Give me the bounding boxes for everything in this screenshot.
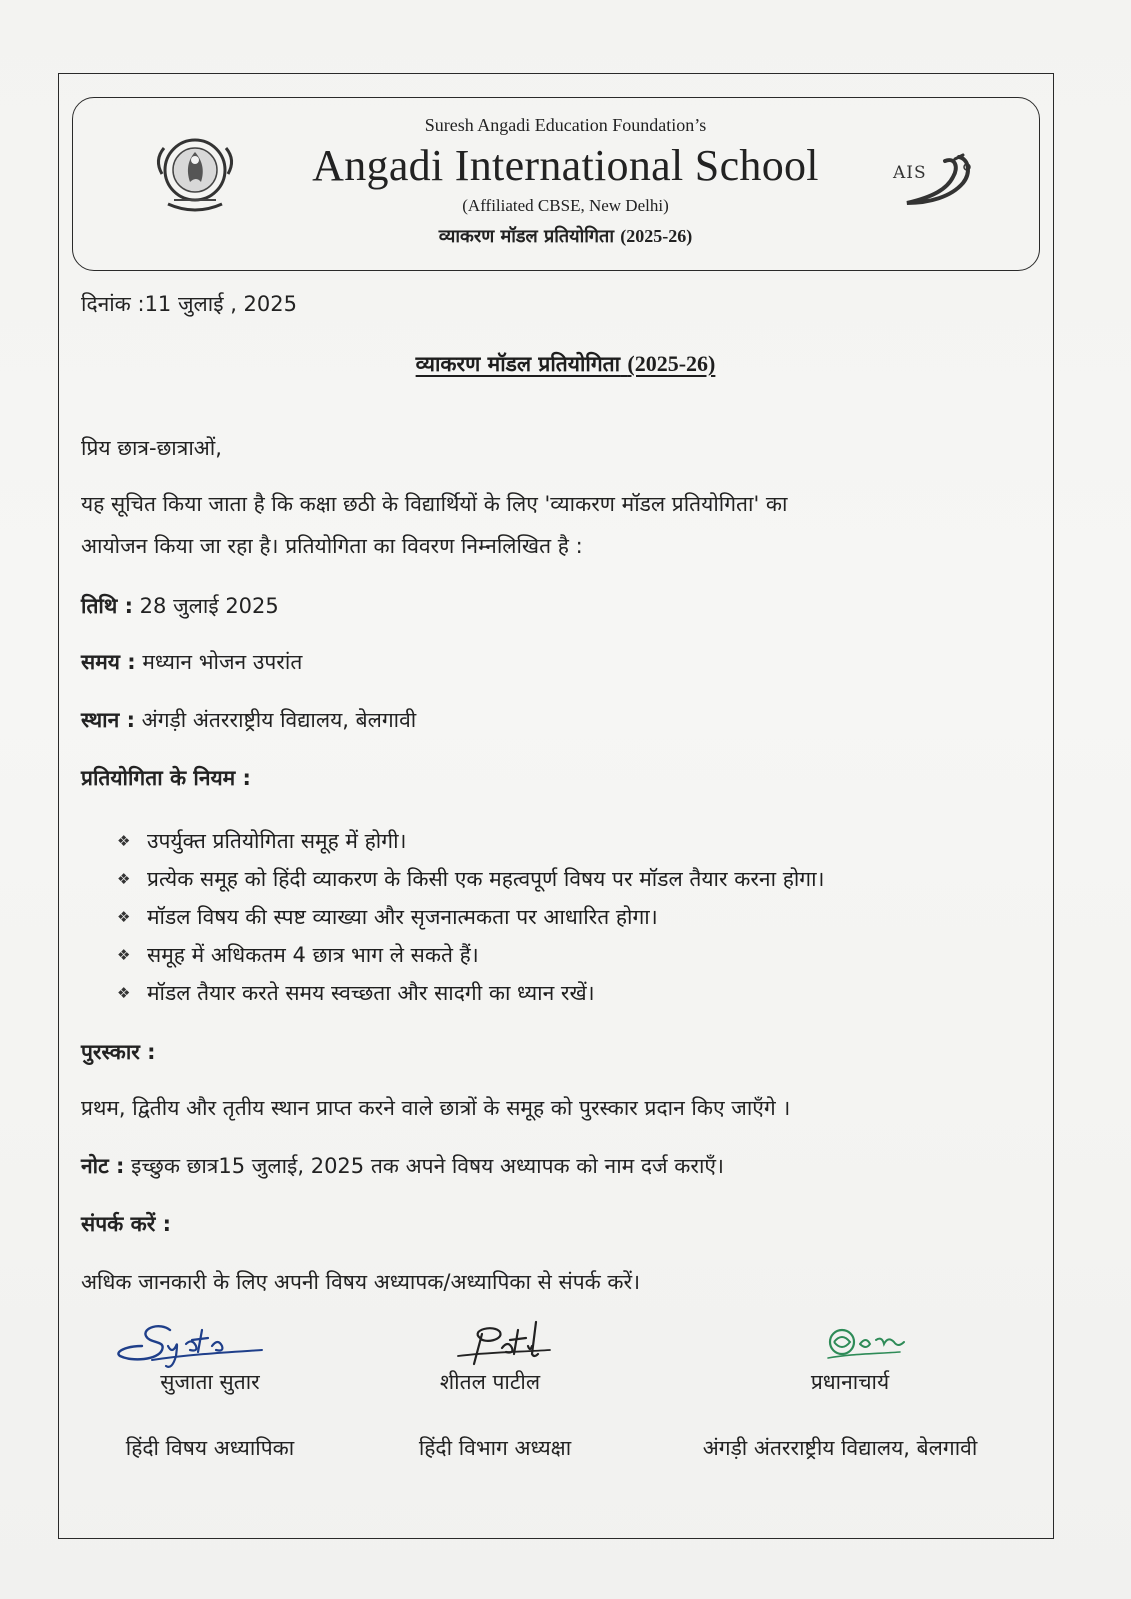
date-value: 11 जुलाई , 2025	[144, 292, 297, 316]
note-label: नोट :	[81, 1154, 125, 1178]
list-item	[117, 822, 825, 860]
signatory-1-role: हिंदी विषय अध्यापिका	[125, 1436, 295, 1460]
ais-logo-text: AIS	[893, 163, 927, 183]
note-text: इच्छुक छात्र15 जुलाई, 2025 तक अपने विषय अध्यापक को नाम दर्ज कराएँ।	[131, 1154, 725, 1178]
signature-patil	[440, 1310, 560, 1374]
list-item	[117, 898, 825, 936]
notice-date	[81, 290, 297, 318]
note-row	[81, 1152, 724, 1180]
signatory-3-name: प्रधानाचार्य	[810, 1370, 890, 1394]
event-time-row	[81, 648, 302, 676]
event-venue-value: अंगड़ी अंतरराष्ट्रीय विद्यालय, बेलगावी	[141, 708, 417, 732]
list-item	[117, 936, 825, 974]
prize-text: प्रथम, द्वितीय और तृतीय स्थान प्राप्त करने वाले छात्रों के समूह को पुरस्कार प्रदान किए जाएँगे ।	[81, 1096, 791, 1120]
signature-sujata	[112, 1316, 272, 1376]
header-subtitle	[0, 224, 1131, 248]
header-subtitle-text: व्याकरण मॉडल प्रतियोगिता	[438, 226, 614, 247]
list-item	[117, 860, 825, 898]
event-time-label: समय :	[81, 650, 136, 674]
event-venue-label: स्थान :	[81, 708, 135, 732]
signature-principal	[820, 1320, 910, 1370]
diamond-bullet-icon: ❖	[117, 832, 131, 850]
school-name: Angadi International School	[312, 141, 819, 190]
date-label: दिनांक :	[81, 292, 145, 316]
rule-text: मॉडल तैयार करते समय स्वच्छता और सादगी का ध्यान रखें।	[147, 981, 595, 1005]
notice-title-year: (2025-26)	[627, 351, 716, 376]
list-item	[117, 974, 825, 1012]
affiliation: (Affiliated CBSE, New Delhi)	[462, 196, 669, 215]
contact-text: अधिक जानकारी के लिए अपनी विषय अध्यापक/अध्यापिका से संपर्क करें।	[81, 1270, 641, 1294]
signatory-2-role: हिंदी विभाग अध्यक्षा	[418, 1436, 572, 1460]
body-line-2: आयोजन किया जा रहा है। प्रतियोगिता का विवरण निम्नलिखित है :	[81, 534, 583, 558]
diamond-bullet-icon: ❖	[117, 908, 131, 926]
body-line-1: यह सूचित किया जाता है कि कक्षा छठी के विद्यार्थियों के लिए 'व्याकरण मॉडल प्रतियोगिता' का	[81, 492, 788, 516]
rule-text: प्रत्येक समूह को हिंदी व्याकरण के किसी एक महत्वपूर्ण विषय पर मॉडल तैयार करना होगा।	[147, 867, 825, 891]
notice-title-text: व्याकरण मॉडल प्रतियोगिता	[415, 352, 621, 376]
rule-text: उपर्युक्त प्रतियोगिता समूह में होगी।	[147, 829, 407, 853]
prize-heading: पुरस्कार :	[81, 1040, 156, 1064]
event-date-value: 28 जुलाई 2025	[139, 594, 279, 618]
rules-list	[117, 822, 825, 1012]
rules-heading: प्रतियोगिता के नियम :	[81, 766, 251, 790]
diamond-bullet-icon: ❖	[117, 870, 131, 888]
event-time-value: मध्यान भोजन उपरांत	[142, 650, 303, 674]
event-venue-row	[81, 706, 416, 734]
header-subtitle-year: (2025-26)	[620, 226, 693, 246]
signatory-3-role: अंगड़ी अंतरराष्ट्रीय विद्यालय, बेलगावी	[702, 1436, 978, 1460]
signatory-2-name: शीतल पाटील	[439, 1370, 541, 1394]
salutation: प्रिय छात्र-छात्राओं,	[81, 436, 222, 460]
signatory-1-name: सुजाता सुतार	[160, 1370, 260, 1394]
rule-text: मॉडल विषय की स्पष्ट व्याख्या और सृजनात्मकता पर आधारित होगा।	[147, 905, 658, 929]
foundation-name: Suresh Angadi Education Foundation’s	[424, 115, 707, 135]
diamond-bullet-icon: ❖	[117, 984, 131, 1002]
event-date-row	[81, 592, 279, 620]
event-date-label: तिथि :	[81, 594, 133, 618]
contact-heading: संपर्क करें :	[81, 1212, 171, 1236]
diamond-bullet-icon: ❖	[117, 946, 131, 964]
notice-title	[0, 350, 1131, 378]
rule-text: समूह में अधिकतम 4 छात्र भाग ले सकते हैं।	[147, 943, 479, 967]
